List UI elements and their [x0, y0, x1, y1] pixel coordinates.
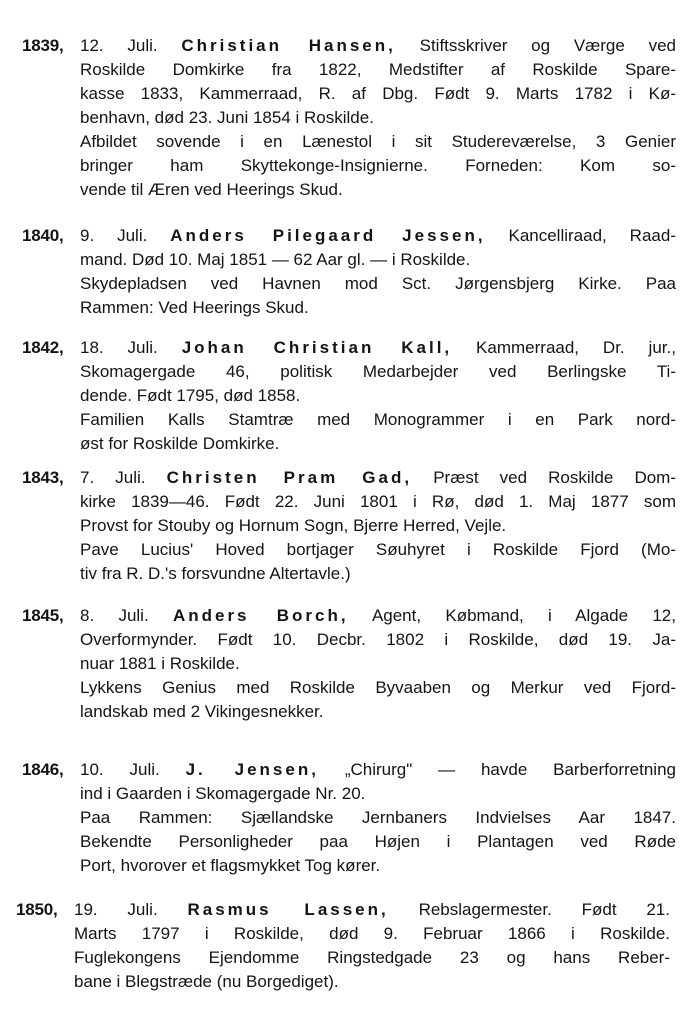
entry-date: 19. Juli. [74, 900, 158, 919]
entry-name: Christian Hansen, [181, 36, 396, 55]
entry-text-line: Fuglekongens Ejendomme Ringstedgade 23 og hans Reber- [74, 948, 670, 967]
entry-year: 1846, [22, 760, 64, 779]
entry-text: Kammerraad, Dr. jur., [476, 338, 676, 357]
entry-text-line: Skomagergade 46, politisk Medarbejder ved Berlingske Ti- [80, 362, 676, 381]
entry-text-line: kirke 1839—46. Født 22. Juni 1801 i Rø, død 1. Maj 1877 som [80, 492, 676, 511]
entry-first-line [80, 224, 676, 248]
entry-date: 18. Juli. [80, 338, 158, 357]
entry-text: „Chirurg" — havde Barberforretning [344, 760, 676, 779]
entry-text-line: bringer ham Skyttekonge-Insignierne. Forneden: Kom so- [80, 156, 676, 175]
entry-text-line: Skydepladsen ved Havnen mod Sct. Jørgensbjerg Kirke. Paa [80, 274, 676, 293]
entry-name: Rasmus Lassen, [187, 900, 389, 919]
entry-date: 9. Juli. [80, 226, 148, 245]
entry-year: 1840, [22, 226, 64, 245]
entry-year: 1843, [22, 468, 64, 487]
entry-date: 12. Juli. [80, 36, 158, 55]
entry-text-line: Marts 1797 i Roskilde, død 9. Februar 1866 i Roskilde. [74, 924, 670, 943]
entry-name: Anders Pilegaard Jessen, [170, 226, 486, 245]
entry-text-line: Paa Rammen: Sjællandske Jernbaners Indvielses Aar 1847. [80, 808, 676, 827]
entry-name: Anders Borch, [172, 606, 349, 625]
entry-text-line: Overformynder. Født 10. Decbr. 1802 i Roskilde, død 19. Ja- [80, 630, 676, 649]
entry-text-line: Lykkens Genius med Roskilde Byvaaben og Merkur ved Fjord- [80, 678, 676, 697]
entry-text: Præst ved Roskilde Dom- [433, 468, 676, 487]
entry-first-line [74, 898, 670, 922]
entry-year: 1845, [22, 606, 64, 625]
entry-name: J. Jensen, [185, 760, 319, 779]
entry-first-line [80, 604, 676, 628]
entry-text-line: Familien Kalls Stamtræ med Monogrammer i en Park nord- [80, 410, 676, 429]
entry-year: 1839, [22, 36, 64, 55]
entry-text-line: bane i Blegstræde (nu Borgediget). [74, 972, 339, 991]
entry-name: Johan Christian Kall, [181, 338, 453, 357]
entry-text-line: dende. Født 1795, død 1858. [80, 386, 301, 405]
entry-text-line: ind i Gaarden i Skomagergade Nr. 20. [80, 784, 366, 803]
entry-year: 1842, [22, 338, 64, 357]
entry-text-line: Provst for Stouby og Hornum Sogn, Bjerre Herred, Vejle. [80, 516, 507, 535]
entry-text-line: kasse 1833, Kammerraad, R. af Dbg. Født 9. Marts 1782 i Kø- [80, 84, 676, 103]
entry-text-line: mand. Død 10. Maj 1851 — 62 Aar gl. — i Roskilde. [80, 250, 471, 269]
entry-text-line: øst for Roskilde Domkirke. [80, 434, 280, 453]
entry-date: 8. Juli. [80, 606, 149, 625]
entry-date: 7. Juli. [80, 468, 146, 487]
entry-text-line: vende til Æren ved Heerings Skud. [80, 180, 343, 199]
entry-first-line [80, 466, 676, 490]
entry-text: Kancelliraad, Raad- [508, 226, 676, 245]
entry-first-line [80, 758, 676, 782]
entry-text-line: Afbildet sovende i en Lænestol i sit Studereværelse, 3 Genier [80, 132, 676, 151]
entry-first-line [80, 34, 676, 58]
entry-text: Rebslagermester. Født 21. [418, 900, 670, 919]
entry-text-line: Port, hvorover et flagsmykket Tog kører. [80, 856, 381, 875]
entry-text-line: nuar 1881 i Roskilde. [80, 654, 240, 673]
entry-text: Stiftsskriver og Værge ved [419, 36, 676, 55]
entry-text-line: landskab med 2 Vikingesnekker. [80, 702, 324, 721]
entry-text-line: tiv fra R. D.'s forsvundne Altertavle.) [80, 564, 351, 583]
entry-text-line: Rammen: Ved Heerings Skud. [80, 298, 309, 317]
entry-text-line: benhavn, død 23. Juni 1854 i Roskilde. [80, 108, 374, 127]
entry-date: 10. Juli. [80, 760, 160, 779]
entry-text: Agent, Købmand, i Algade 12, [371, 606, 676, 625]
entry-text-line: Bekendte Personligheder paa Højen i Plantagen ved Røde [80, 832, 676, 851]
entry-year: 1850, [16, 900, 58, 919]
entry-text-line: Pave Lucius' Hoved bortjager Søuhyret i Roskilde Fjord (Mo- [80, 540, 676, 559]
entry-name: Christen Pram Gad, [166, 468, 413, 487]
entry-text-line: Roskilde Domkirke fra 1822, Medstifter af Roskilde Spare- [80, 60, 676, 79]
entry-first-line [80, 336, 676, 360]
